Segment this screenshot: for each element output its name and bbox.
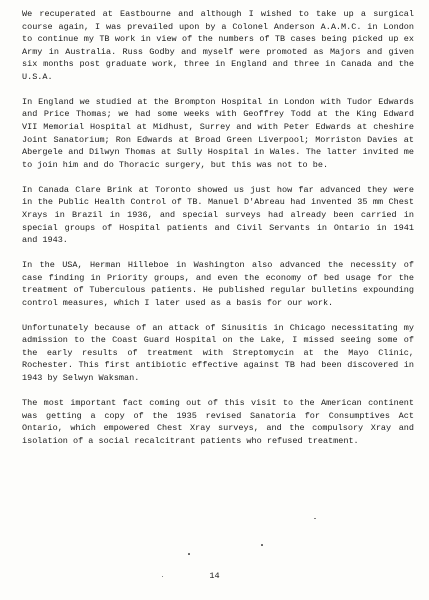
paragraph-5: Unfortunately because of an attack of Sinusitis in Chicago necessitating my admission to the Coast Guard Hospital on the Lake, I missed seeing some of the early results of treatment with Streptomycin at the Mayo Clinic, Rochester. This first antibiotic effective against TB had been discovered in 1943 by Selwyn Waksman.: [22, 322, 414, 384]
page-number: 14: [209, 571, 220, 581]
scan-speck: [188, 553, 190, 555]
paragraph-1: We recuperated at Eastbourne and although I wished to take up a surgical course again, I was prevailed upon by a Colonel Anderson A.A.M.C. in London to continue my TB work in view of the numbers of TB cases being picked up ex Army in Australia. Russ Godby and myself were promoted as Majors and given six months post graduate work, three in England and three in Canada and the U.S.A.: [22, 9, 414, 82]
body-text: [22, 8, 414, 460]
paragraph-3: In Canada Clare Brink at Toronto showed us just how far advanced they were in the Public Health Control of TB. Manuel D'Abreau had invented 35 mm Chest Xrays in Brazil in 1936, and special surveys had already been carried in special groups of Hospital patients and Civil Servants in Ontario in 1941 and 1943.: [22, 184, 414, 246]
paragraph-4: In the USA, Herman Hilleboe in Washington also advanced the necessity of case finding in Priority groups, and even the economy of bed usage for the treatment of Tuberculous patients. He published regular bulletins expounding control measures, which I later used as a basis for our work.: [22, 259, 414, 308]
scan-speck: [162, 576, 163, 577]
paragraph-2: In England we studied at the Brompton Hospital in London with Tudor Edwards and Price Thomas; we had some weeks with Geoffrey Todd at the King Edward VII Memorial Hospital at Midhust, Surrey and with Peter Edwards at cheshire Joint Sanatorium; Ron Edwards at Broad Green Liverpool; Morriston Davies at Abergele and Dilwyn Thomas at Sully Hospital in Wales. The latter invited me to join him and do Thoracic surgery, but this was not to be.: [22, 96, 414, 170]
scan-speck: [261, 544, 263, 546]
scan-speck: [314, 518, 316, 519]
paragraph-6: The most important fact coming out of this visit to the American continent was getting a copy of the 1935 revised Sanatoria for Consumptives Act Ontario, which empowered Chest Xray surveys, and the compulsory Xray and isolation of a social recalcitrant patients who refused treatment.: [22, 397, 414, 446]
